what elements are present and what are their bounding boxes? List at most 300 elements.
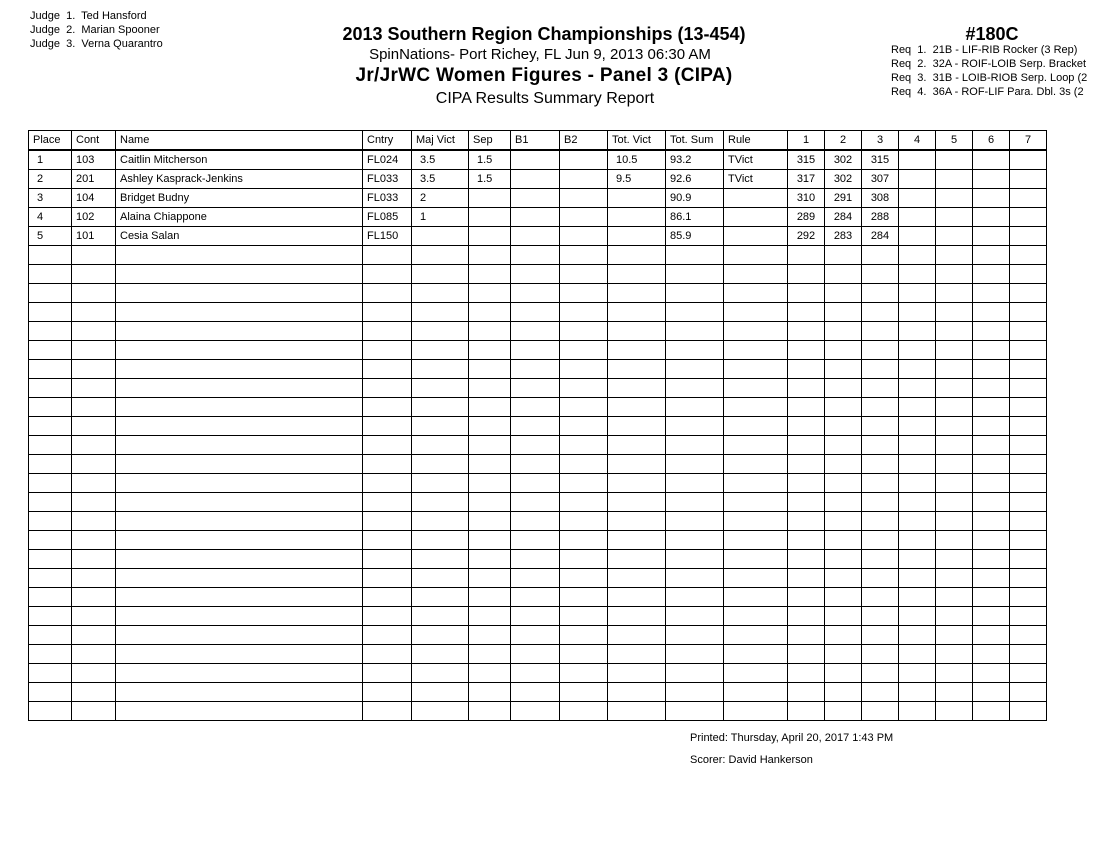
table-cell: [973, 284, 1010, 303]
table-cell: [511, 455, 560, 474]
table-cell: [936, 227, 973, 246]
table-cell: [511, 227, 560, 246]
table-cell: [412, 227, 469, 246]
table-cell: [973, 569, 1010, 588]
table-cell: [29, 607, 72, 626]
table-cell: [363, 512, 412, 531]
table-cell: [29, 341, 72, 360]
table-cell: [116, 512, 363, 531]
table-cell: [363, 531, 412, 550]
table-cell: [608, 455, 666, 474]
table-cell: 4: [29, 208, 72, 227]
column-header-judge-1: 1: [788, 131, 825, 151]
table-cell: [936, 379, 973, 398]
table-cell: [788, 379, 825, 398]
table-cell: 308: [862, 189, 899, 208]
empty-table-row: [29, 626, 1047, 645]
table-cell: [72, 512, 116, 531]
report-footer: [690, 727, 893, 771]
table-cell: [724, 322, 788, 341]
empty-table-row: [29, 455, 1047, 474]
table-cell: [412, 474, 469, 493]
table-cell: [116, 398, 363, 417]
table-cell: [363, 303, 412, 322]
judges-list: [30, 9, 163, 51]
table-cell: [560, 150, 608, 170]
table-cell: [412, 455, 469, 474]
table-cell: [825, 664, 862, 683]
table-cell: [936, 702, 973, 721]
table-cell: [973, 246, 1010, 265]
table-cell: [862, 303, 899, 322]
table-cell: FL150: [363, 227, 412, 246]
table-cell: [116, 588, 363, 607]
table-cell: [412, 303, 469, 322]
table-cell: [899, 493, 936, 512]
table-cell: [116, 607, 363, 626]
table-cell: [560, 474, 608, 493]
table-cell: [469, 436, 511, 455]
table-cell: [469, 645, 511, 664]
table-cell: [72, 417, 116, 436]
table-cell: [511, 436, 560, 455]
table-cell: [363, 569, 412, 588]
table-cell: 102: [72, 208, 116, 227]
requirement-line: Req 2. 32A - ROIF-LOIB Serp. Bracket: [891, 58, 1087, 70]
table-cell: [899, 683, 936, 702]
table-cell: [936, 664, 973, 683]
table-cell: [899, 189, 936, 208]
table-cell: [608, 246, 666, 265]
table-cell: [973, 360, 1010, 379]
empty-table-row: [29, 512, 1047, 531]
table-cell: [560, 664, 608, 683]
table-cell: [666, 531, 724, 550]
table-cell: [560, 569, 608, 588]
table-cell: [469, 702, 511, 721]
table-cell: [608, 512, 666, 531]
table-cell: [973, 170, 1010, 189]
table-cell: [608, 208, 666, 227]
table-cell: [608, 417, 666, 436]
table-cell: [899, 664, 936, 683]
table-cell: 1: [29, 150, 72, 170]
table-cell: Alaina Chiappone: [116, 208, 363, 227]
table-cell: [363, 607, 412, 626]
table-cell: [29, 474, 72, 493]
column-header-place: Place: [29, 131, 72, 151]
table-cell: [560, 702, 608, 721]
column-header-judge-3: 3: [862, 131, 899, 151]
table-cell: [363, 588, 412, 607]
event-title: 2013 Southern Region Championships (13-454): [342, 24, 746, 44]
table-cell: [116, 474, 363, 493]
table-cell: [608, 379, 666, 398]
table-cell: [788, 246, 825, 265]
table-cell: [412, 588, 469, 607]
table-cell: [973, 322, 1010, 341]
table-cell: [666, 303, 724, 322]
table-cell: [560, 208, 608, 227]
table-cell: [511, 379, 560, 398]
table-cell: [560, 284, 608, 303]
table-cell: [973, 417, 1010, 436]
table-cell: [469, 664, 511, 683]
table-cell: [1010, 531, 1047, 550]
table-cell: [72, 569, 116, 588]
table-cell: [899, 398, 936, 417]
table-cell: [608, 398, 666, 417]
table-cell: [973, 474, 1010, 493]
table-cell: [29, 303, 72, 322]
table-cell: [973, 588, 1010, 607]
table-cell: [72, 436, 116, 455]
table-cell: [825, 379, 862, 398]
table-cell: [1010, 702, 1047, 721]
table-cell: [788, 531, 825, 550]
table-cell: [899, 436, 936, 455]
table-cell: [666, 284, 724, 303]
table-cell: [412, 379, 469, 398]
table-cell: [72, 379, 116, 398]
table-cell: 86.1: [666, 208, 724, 227]
column-header-judge-5: 5: [936, 131, 973, 151]
requirements-list: [891, 43, 1100, 99]
table-cell: [29, 436, 72, 455]
table-cell: [72, 702, 116, 721]
table-cell: 284: [862, 227, 899, 246]
table-cell: 302: [825, 170, 862, 189]
table-cell: 3.5: [412, 170, 469, 189]
table-cell: [862, 493, 899, 512]
table-cell: [973, 550, 1010, 569]
table-cell: [788, 702, 825, 721]
table-cell: [899, 531, 936, 550]
table-cell: [666, 360, 724, 379]
table-cell: FL033: [363, 189, 412, 208]
table-cell: [788, 398, 825, 417]
table-cell: TVict: [724, 150, 788, 170]
table-cell: [724, 341, 788, 360]
table-cell: 289: [788, 208, 825, 227]
table-cell: [1010, 265, 1047, 284]
table-cell: [973, 150, 1010, 170]
table-cell: [29, 512, 72, 531]
table-cell: [788, 360, 825, 379]
table-cell: [412, 683, 469, 702]
table-cell: [469, 265, 511, 284]
table-cell: FL085: [363, 208, 412, 227]
table-cell: [29, 360, 72, 379]
table-cell: [666, 645, 724, 664]
table-cell: [1010, 360, 1047, 379]
table-cell: [412, 531, 469, 550]
table-cell: [899, 360, 936, 379]
table-cell: 90.9: [666, 189, 724, 208]
table-cell: [862, 607, 899, 626]
table-cell: [511, 702, 560, 721]
table-cell: [1010, 303, 1047, 322]
table-cell: 101: [72, 227, 116, 246]
table-cell: [116, 702, 363, 721]
table-cell: [412, 341, 469, 360]
table-cell: [899, 284, 936, 303]
table-cell: [899, 702, 936, 721]
table-cell: [72, 303, 116, 322]
table-cell: [936, 493, 973, 512]
table-cell: [973, 664, 1010, 683]
table-cell: [363, 645, 412, 664]
table-cell: [469, 360, 511, 379]
table-cell: [724, 664, 788, 683]
table-cell: [936, 322, 973, 341]
table-cell: [412, 550, 469, 569]
table-cell: [412, 436, 469, 455]
table-cell: 307: [862, 170, 899, 189]
empty-table-row: [29, 265, 1047, 284]
table-cell: [973, 702, 1010, 721]
table-cell: [666, 246, 724, 265]
table-cell: [29, 531, 72, 550]
table-cell: [666, 702, 724, 721]
table-cell: [788, 284, 825, 303]
table-cell: [363, 455, 412, 474]
table-cell: [936, 170, 973, 189]
table-cell: [666, 322, 724, 341]
table-cell: [72, 284, 116, 303]
table-cell: [825, 474, 862, 493]
table-cell: [825, 607, 862, 626]
table-cell: [72, 683, 116, 702]
table-cell: [469, 474, 511, 493]
requirement-line: Req 1. 21B - LIF-RIB Rocker (3 Rep): [891, 44, 1078, 56]
table-cell: [412, 645, 469, 664]
table-cell: [724, 569, 788, 588]
table-cell: [666, 341, 724, 360]
table-cell: [666, 588, 724, 607]
table-cell: [1010, 569, 1047, 588]
table-cell: [788, 455, 825, 474]
table-cell: [608, 569, 666, 588]
table-cell: [608, 436, 666, 455]
table-cell: [29, 664, 72, 683]
table-cell: [469, 227, 511, 246]
table-cell: [412, 512, 469, 531]
table-cell: 103: [72, 150, 116, 170]
table-cell: [412, 284, 469, 303]
table-cell: [469, 607, 511, 626]
table-cell: [936, 303, 973, 322]
empty-table-row: [29, 436, 1047, 455]
table-cell: [1010, 607, 1047, 626]
table-cell: Bridget Budny: [116, 189, 363, 208]
table-cell: [936, 455, 973, 474]
table-cell: [511, 398, 560, 417]
table-cell: [469, 208, 511, 227]
table-cell: [412, 664, 469, 683]
table-cell: [511, 645, 560, 664]
table-cell: [469, 284, 511, 303]
table-cell: [973, 303, 1010, 322]
table-cell: [666, 550, 724, 569]
table-cell: [666, 683, 724, 702]
table-cell: [469, 341, 511, 360]
table-cell: 2: [412, 189, 469, 208]
empty-table-row: [29, 303, 1047, 322]
column-header-judge-6: 6: [973, 131, 1010, 151]
table-cell: [29, 417, 72, 436]
table-cell: [862, 569, 899, 588]
table-cell: [363, 398, 412, 417]
table-cell: 85.9: [666, 227, 724, 246]
empty-table-row: [29, 664, 1047, 683]
table-cell: [116, 455, 363, 474]
table-cell: [724, 455, 788, 474]
table-cell: [862, 398, 899, 417]
table-cell: [666, 493, 724, 512]
table-cell: [560, 379, 608, 398]
table-cell: 2: [29, 170, 72, 189]
table-cell: [724, 702, 788, 721]
table-cell: [825, 531, 862, 550]
table-cell: [608, 550, 666, 569]
table-cell: [1010, 417, 1047, 436]
empty-table-row: [29, 569, 1047, 588]
table-cell: [608, 702, 666, 721]
table-cell: [899, 626, 936, 645]
table-cell: [469, 626, 511, 645]
table-cell: [862, 588, 899, 607]
table-cell: [825, 588, 862, 607]
table-cell: [29, 588, 72, 607]
table-cell: [72, 607, 116, 626]
table-cell: [72, 588, 116, 607]
table-cell: [511, 246, 560, 265]
table-cell: [788, 322, 825, 341]
table-cell: [412, 246, 469, 265]
table-cell: [116, 265, 363, 284]
table-cell: [469, 417, 511, 436]
table-cell: [825, 246, 862, 265]
table-cell: [666, 455, 724, 474]
table-cell: [788, 645, 825, 664]
table-cell: [511, 474, 560, 493]
table-cell: [724, 265, 788, 284]
table-cell: [899, 474, 936, 493]
table-cell: 1.5: [469, 170, 511, 189]
table-cell: [363, 474, 412, 493]
judge-line: Judge 2. Marian Spooner: [30, 24, 160, 36]
table-cell: [825, 303, 862, 322]
table-cell: [1010, 683, 1047, 702]
table-cell: [788, 493, 825, 512]
table-cell: [862, 436, 899, 455]
table-cell: [469, 512, 511, 531]
table-cell: [608, 664, 666, 683]
table-cell: [973, 398, 1010, 417]
table-cell: [608, 284, 666, 303]
table-cell: [72, 341, 116, 360]
table-cell: [936, 150, 973, 170]
table-cell: [724, 550, 788, 569]
table-cell: [1010, 341, 1047, 360]
table-cell: [1010, 645, 1047, 664]
table-cell: [608, 341, 666, 360]
table-cell: [936, 189, 973, 208]
table-cell: [1010, 227, 1047, 246]
table-cell: [1010, 550, 1047, 569]
table-cell: [1010, 379, 1047, 398]
table-cell: [363, 664, 412, 683]
table-cell: [363, 683, 412, 702]
column-header-tot-vict: Tot. Vict: [608, 131, 666, 151]
column-header-cont: Cont: [72, 131, 116, 151]
table-cell: [511, 170, 560, 189]
table-cell: 5: [29, 227, 72, 246]
table-cell: [469, 246, 511, 265]
table-cell: 3.5: [412, 150, 469, 170]
table-cell: [29, 455, 72, 474]
table-cell: [412, 569, 469, 588]
table-cell: [862, 284, 899, 303]
table-cell: [936, 569, 973, 588]
event-subtitle: SpinNations- Port Richey, FL Jun 9, 2013 06:30 AM: [369, 46, 711, 63]
table-cell: [724, 284, 788, 303]
scorer-name: Scorer: David Hankerson: [690, 754, 813, 766]
table-cell: [1010, 398, 1047, 417]
table-cell: [936, 341, 973, 360]
table-cell: [72, 265, 116, 284]
column-header-b2: B2: [560, 131, 608, 151]
table-cell: [511, 417, 560, 436]
table-cell: [511, 664, 560, 683]
table-cell: [724, 645, 788, 664]
table-cell: [412, 417, 469, 436]
table-cell: [511, 208, 560, 227]
table-cell: [666, 607, 724, 626]
table-cell: [29, 626, 72, 645]
table-row: [29, 150, 1047, 170]
table-row: [29, 227, 1047, 246]
empty-table-row: [29, 322, 1047, 341]
column-header-judge-4: 4: [899, 131, 936, 151]
table-cell: [469, 455, 511, 474]
table-cell: [412, 322, 469, 341]
table-cell: [29, 379, 72, 398]
table-cell: 291: [825, 189, 862, 208]
table-cell: FL033: [363, 170, 412, 189]
table-cell: [363, 550, 412, 569]
table-cell: [608, 189, 666, 208]
table-cell: [72, 493, 116, 512]
table-cell: [608, 493, 666, 512]
table-cell: [936, 588, 973, 607]
table-cell: [936, 265, 973, 284]
table-cell: [511, 683, 560, 702]
table-cell: [862, 645, 899, 664]
empty-table-row: [29, 531, 1047, 550]
table-cell: [1010, 664, 1047, 683]
table-cell: [116, 284, 363, 303]
table-cell: 288: [862, 208, 899, 227]
table-cell: [825, 265, 862, 284]
table-cell: [666, 436, 724, 455]
table-cell: [72, 645, 116, 664]
requirement-line: Req 3. 31B - LOIB-RIOB Serp. Loop (2: [891, 72, 1088, 84]
table-cell: [899, 227, 936, 246]
table-cell: [724, 436, 788, 455]
empty-table-row: [29, 341, 1047, 360]
